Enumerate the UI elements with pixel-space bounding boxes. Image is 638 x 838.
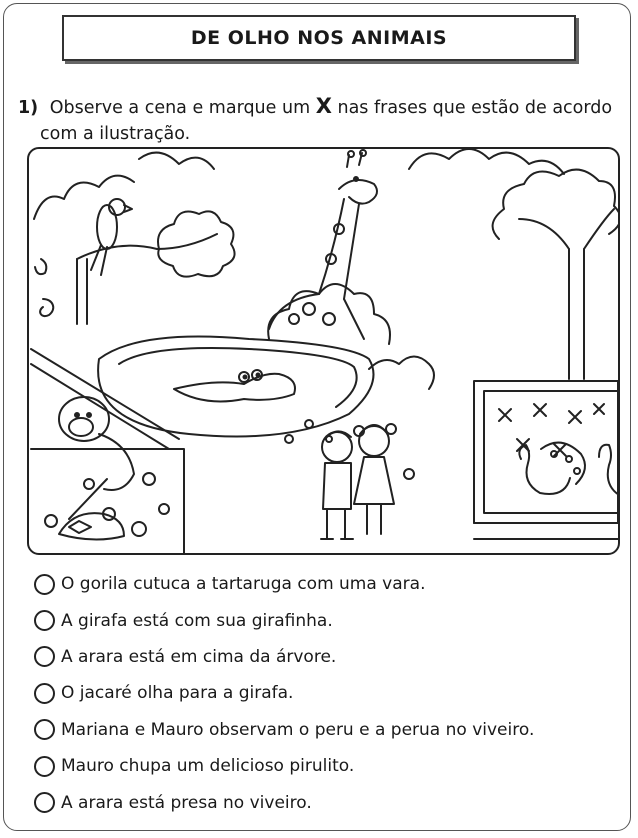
option-checkbox[interactable]	[34, 719, 55, 740]
children-icon	[321, 424, 414, 539]
question-number: 1)	[18, 98, 39, 118]
option-checkbox[interactable]	[34, 646, 55, 667]
page-title: DE OLHO NOS ANIMAIS	[190, 27, 448, 49]
option-label: A arara está em cima da árvore.	[61, 646, 337, 667]
parrot-icon	[91, 199, 132, 275]
crocodile-icon	[174, 370, 295, 401]
peacock-icon	[519, 443, 618, 495]
option-checkbox[interactable]	[34, 756, 55, 777]
option-item[interactable]	[34, 784, 624, 820]
turtle-icon	[45, 513, 124, 539]
option-item[interactable]	[34, 675, 624, 711]
option-label: A girafa está com sua girafinha.	[61, 610, 333, 631]
option-item[interactable]	[34, 566, 624, 602]
instruction-mark: X	[315, 94, 332, 118]
option-label: O gorila cutuca a tartaruga com uma vara.	[61, 574, 426, 595]
instruction-text-line2: com a ilustração.	[40, 124, 191, 144]
tree-icon	[77, 211, 235, 324]
option-item[interactable]	[34, 712, 624, 748]
option-label: O jacaré olha para a girafa.	[61, 683, 294, 704]
answer-options	[34, 566, 624, 821]
option-item[interactable]	[34, 602, 624, 638]
option-checkbox[interactable]	[34, 792, 55, 813]
instruction-text-start: Observe a cena e marque um	[49, 98, 311, 118]
option-item[interactable]	[34, 639, 624, 675]
zoo-illustration	[27, 147, 620, 555]
aviary-icon	[474, 381, 618, 539]
instruction-text-end: nas frases que estão de acordo	[337, 98, 613, 118]
option-item[interactable]	[34, 748, 624, 784]
tree-icon	[493, 170, 618, 379]
question-instruction	[18, 93, 628, 147]
option-label: Mauro chupa um delicioso pirulito.	[61, 756, 355, 777]
option-checkbox[interactable]	[34, 610, 55, 631]
option-label: A arara está presa no viveiro.	[61, 792, 312, 813]
crocodile-pool	[98, 337, 373, 437]
option-label: Mariana e Mauro observam o peru e a perua no viveiro.	[61, 719, 535, 740]
option-checkbox[interactable]	[34, 574, 55, 595]
option-checkbox[interactable]	[34, 683, 55, 704]
title-box	[62, 15, 576, 61]
